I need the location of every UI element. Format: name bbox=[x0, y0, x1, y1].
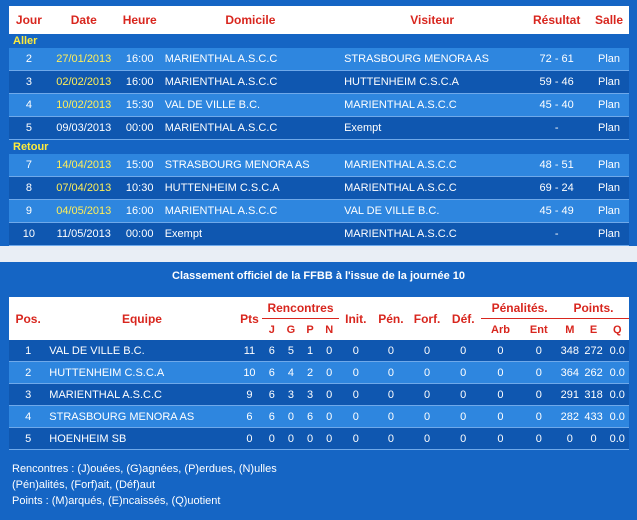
standings-j: 6 bbox=[262, 362, 281, 384]
standings-g: 3 bbox=[281, 384, 300, 406]
fixture-row bbox=[9, 177, 629, 200]
standings-e: 0 bbox=[582, 428, 606, 450]
standings-pts: 0 bbox=[237, 428, 263, 450]
legend-line: (Pén)alités, (Forf)ait, (Déf)aut bbox=[12, 479, 156, 491]
standings-p: 3 bbox=[300, 384, 319, 406]
standings-p: 2 bbox=[300, 362, 319, 384]
fixture-jour: 9 bbox=[9, 200, 49, 223]
standings-pos: 2 bbox=[9, 362, 47, 384]
fixture-resultat: 48 - 51 bbox=[524, 154, 589, 177]
standings-row bbox=[9, 340, 629, 362]
legend-line: Points : (M)arqués, (E)ncaissés, (Q)uotient bbox=[12, 495, 221, 507]
fixture-resultat: 69 - 24 bbox=[524, 177, 589, 200]
fixture-resultat: 72 - 61 bbox=[524, 48, 589, 71]
fixtures-table bbox=[9, 6, 629, 246]
standings-def: 0 bbox=[445, 340, 481, 362]
col-jour: Jour bbox=[9, 6, 49, 34]
fixture-row bbox=[9, 223, 629, 246]
fixture-date: 27/01/2013 bbox=[49, 48, 119, 71]
section-retour bbox=[9, 140, 629, 154]
standings-pts: 9 bbox=[237, 384, 263, 406]
col-n: N bbox=[320, 319, 339, 340]
fixture-domicile: HUTTENHEIM C.S.C.A bbox=[161, 177, 340, 200]
standings-pen: 0 bbox=[373, 362, 409, 384]
standings-table bbox=[9, 297, 629, 450]
fixture-heure: 16:00 bbox=[119, 48, 161, 71]
standings-m: 364 bbox=[558, 362, 582, 384]
standings-q: 0.0 bbox=[605, 384, 629, 406]
fixture-heure: 15:30 bbox=[119, 94, 161, 117]
standings-equipe: HUTTENHEIM C.S.C.A bbox=[47, 362, 236, 384]
fixture-heure: 16:00 bbox=[119, 200, 161, 223]
standings-q: 0.0 bbox=[605, 340, 629, 362]
standings-g: 0 bbox=[281, 428, 300, 450]
standings-e: 262 bbox=[582, 362, 606, 384]
col-visiteur: Visiteur bbox=[340, 6, 524, 34]
col-equipe: Equipe bbox=[47, 297, 236, 340]
standings-def: 0 bbox=[445, 406, 481, 428]
standings-row bbox=[9, 384, 629, 406]
col-date: Date bbox=[49, 6, 119, 34]
col-forf: Forf. bbox=[409, 297, 445, 340]
standings-j: 6 bbox=[262, 384, 281, 406]
fixture-salle[interactable]: Plan bbox=[589, 223, 629, 246]
standings-pos: 3 bbox=[9, 384, 47, 406]
fixture-resultat: 45 - 49 bbox=[524, 200, 589, 223]
fixture-salle[interactable]: Plan bbox=[589, 177, 629, 200]
section-aller-label: Aller bbox=[9, 34, 629, 48]
col-g: G bbox=[281, 319, 300, 340]
standings-ent: 0 bbox=[520, 340, 558, 362]
standings-pts: 10 bbox=[237, 362, 263, 384]
standings-row bbox=[9, 406, 629, 428]
fixture-visiteur: STRASBOURG MENORA AS bbox=[340, 48, 524, 71]
standings-n: 0 bbox=[320, 406, 339, 428]
col-p: P bbox=[300, 319, 319, 340]
standings-g: 5 bbox=[281, 340, 300, 362]
fixture-jour: 2 bbox=[9, 48, 49, 71]
col-pts: Pts bbox=[237, 297, 263, 340]
standings-j: 0 bbox=[262, 428, 281, 450]
standings-p: 0 bbox=[300, 428, 319, 450]
standings-q: 0.0 bbox=[605, 406, 629, 428]
standings-pos: 5 bbox=[9, 428, 47, 450]
col-group-rencontres: Rencontres bbox=[262, 297, 339, 319]
fixture-visiteur: Exempt bbox=[340, 117, 524, 140]
fixture-domicile: MARIENTHAL A.S.C.C bbox=[161, 48, 340, 71]
fixture-visiteur: MARIENTHAL A.S.C.C bbox=[340, 223, 524, 246]
standings-init: 0 bbox=[339, 362, 373, 384]
standings-forf: 0 bbox=[409, 340, 445, 362]
fixture-jour: 4 bbox=[9, 94, 49, 117]
fixture-domicile: STRASBOURG MENORA AS bbox=[161, 154, 340, 177]
standings-e: 318 bbox=[582, 384, 606, 406]
col-init: Init. bbox=[339, 297, 373, 340]
standings-equipe: HOENHEIM SB bbox=[47, 428, 236, 450]
standings-n: 0 bbox=[320, 384, 339, 406]
standings-pts: 6 bbox=[237, 406, 263, 428]
col-arb: Arb bbox=[481, 319, 519, 340]
fixture-visiteur: MARIENTHAL A.S.C.C bbox=[340, 154, 524, 177]
col-heure: Heure bbox=[119, 6, 161, 34]
standings-arb: 0 bbox=[481, 406, 519, 428]
fixture-salle[interactable]: Plan bbox=[589, 94, 629, 117]
col-ent: Ent bbox=[520, 319, 558, 340]
fixture-row bbox=[9, 200, 629, 223]
standings-q: 0.0 bbox=[605, 362, 629, 384]
fixture-date: 02/02/2013 bbox=[49, 71, 119, 94]
standings-init: 0 bbox=[339, 406, 373, 428]
standings-equipe: VAL DE VILLE B.C. bbox=[47, 340, 236, 362]
standings-forf: 0 bbox=[409, 384, 445, 406]
fixture-resultat: - bbox=[524, 223, 589, 246]
fixture-domicile: MARIENTHAL A.S.C.C bbox=[161, 71, 340, 94]
standings-g: 0 bbox=[281, 406, 300, 428]
col-q: Q bbox=[605, 319, 629, 340]
standings-n: 0 bbox=[320, 428, 339, 450]
standings-arb: 0 bbox=[481, 362, 519, 384]
fixture-date: 11/05/2013 bbox=[49, 223, 119, 246]
standings-row bbox=[9, 428, 629, 450]
fixture-jour: 3 bbox=[9, 71, 49, 94]
section-aller bbox=[9, 34, 629, 48]
fixture-date: 07/04/2013 bbox=[49, 177, 119, 200]
col-group-penalites: Pénalités. bbox=[481, 297, 558, 319]
fixture-date: 14/04/2013 bbox=[49, 154, 119, 177]
standings-ent: 0 bbox=[520, 362, 558, 384]
standings-forf: 0 bbox=[409, 362, 445, 384]
standings-row bbox=[9, 362, 629, 384]
standings-p: 6 bbox=[300, 406, 319, 428]
standings-init: 0 bbox=[339, 428, 373, 450]
fixture-salle[interactable]: Plan bbox=[589, 71, 629, 94]
standings-pen: 0 bbox=[373, 384, 409, 406]
fixture-jour: 8 bbox=[9, 177, 49, 200]
standings-equipe: STRASBOURG MENORA AS bbox=[47, 406, 236, 428]
standings-m: 348 bbox=[558, 340, 582, 362]
standings-pen: 0 bbox=[373, 340, 409, 362]
legend bbox=[12, 461, 277, 509]
standings-q: 0.0 bbox=[605, 428, 629, 450]
standings-header-row-1 bbox=[9, 297, 629, 319]
standings-ent: 0 bbox=[520, 384, 558, 406]
standings-j: 6 bbox=[262, 340, 281, 362]
standings-e: 433 bbox=[582, 406, 606, 428]
fixture-jour: 10 bbox=[9, 223, 49, 246]
standings-j: 6 bbox=[262, 406, 281, 428]
fixture-visiteur: HUTTENHEIM C.S.C.A bbox=[340, 71, 524, 94]
fixture-jour: 7 bbox=[9, 154, 49, 177]
standings-g: 4 bbox=[281, 362, 300, 384]
standings-title: Classement officiel de la FFBB à l'issue de la journée 10 bbox=[172, 270, 465, 282]
fixture-resultat: 59 - 46 bbox=[524, 71, 589, 94]
standings-ent: 0 bbox=[520, 428, 558, 450]
fixture-heure: 00:00 bbox=[119, 117, 161, 140]
section-retour-label: Retour bbox=[9, 140, 629, 154]
fixture-salle[interactable]: Plan bbox=[589, 117, 629, 140]
standings-equipe: MARIENTHAL A.S.C.C bbox=[47, 384, 236, 406]
col-group-points: Points. bbox=[558, 297, 629, 319]
standings-pen: 0 bbox=[373, 428, 409, 450]
fixture-heure: 00:00 bbox=[119, 223, 161, 246]
standings-def: 0 bbox=[445, 384, 481, 406]
standings-ent: 0 bbox=[520, 406, 558, 428]
standings-pos: 1 bbox=[9, 340, 47, 362]
fixture-heure: 15:00 bbox=[119, 154, 161, 177]
fixture-resultat: 45 - 40 bbox=[524, 94, 589, 117]
fixture-jour: 5 bbox=[9, 117, 49, 140]
fixture-visiteur: VAL DE VILLE B.C. bbox=[340, 200, 524, 223]
standings-arb: 0 bbox=[481, 384, 519, 406]
col-pos: Pos. bbox=[9, 297, 47, 340]
standings-pts: 11 bbox=[237, 340, 263, 362]
fixture-resultat: - bbox=[524, 117, 589, 140]
fixture-date: 09/03/2013 bbox=[49, 117, 119, 140]
fixture-row bbox=[9, 117, 629, 140]
fixture-salle[interactable]: Plan bbox=[589, 154, 629, 177]
col-pen: Pén. bbox=[373, 297, 409, 340]
standings-n: 0 bbox=[320, 362, 339, 384]
standings-def: 0 bbox=[445, 428, 481, 450]
fixture-salle[interactable]: Plan bbox=[589, 48, 629, 71]
standings-m: 282 bbox=[558, 406, 582, 428]
fixture-row bbox=[9, 154, 629, 177]
standings-forf: 0 bbox=[409, 406, 445, 428]
standings-arb: 0 bbox=[481, 428, 519, 450]
standings-e: 272 bbox=[582, 340, 606, 362]
standings-n: 0 bbox=[320, 340, 339, 362]
fixture-row bbox=[9, 48, 629, 71]
fixture-row bbox=[9, 71, 629, 94]
standings-pos: 4 bbox=[9, 406, 47, 428]
fixture-domicile: MARIENTHAL A.S.C.C bbox=[161, 117, 340, 140]
standings-m: 291 bbox=[558, 384, 582, 406]
panel-separator bbox=[0, 246, 637, 262]
fixture-visiteur: MARIENTHAL A.S.C.C bbox=[340, 177, 524, 200]
fixture-domicile: Exempt bbox=[161, 223, 340, 246]
fixtures-header-row bbox=[9, 6, 629, 34]
fixture-date: 04/05/2013 bbox=[49, 200, 119, 223]
col-def: Déf. bbox=[445, 297, 481, 340]
standings-init: 0 bbox=[339, 340, 373, 362]
standings-forf: 0 bbox=[409, 428, 445, 450]
standings-pen: 0 bbox=[373, 406, 409, 428]
fixture-heure: 10:30 bbox=[119, 177, 161, 200]
fixture-date: 10/02/2013 bbox=[49, 94, 119, 117]
standings-def: 0 bbox=[445, 362, 481, 384]
fixture-row bbox=[9, 94, 629, 117]
col-m: M bbox=[558, 319, 582, 340]
col-domicile: Domicile bbox=[161, 6, 340, 34]
fixture-domicile: MARIENTHAL A.S.C.C bbox=[161, 200, 340, 223]
fixture-visiteur: MARIENTHAL A.S.C.C bbox=[340, 94, 524, 117]
col-j: J bbox=[262, 319, 281, 340]
legend-line: Rencontres : (J)ouées, (G)agnées, (P)erdues, (N)ulles bbox=[12, 463, 277, 475]
standings-arb: 0 bbox=[481, 340, 519, 362]
fixture-domicile: VAL DE VILLE B.C. bbox=[161, 94, 340, 117]
col-e: E bbox=[582, 319, 606, 340]
standings-p: 1 bbox=[300, 340, 319, 362]
fixture-heure: 16:00 bbox=[119, 71, 161, 94]
col-salle: Salle bbox=[589, 6, 629, 34]
standings-init: 0 bbox=[339, 384, 373, 406]
fixture-salle[interactable]: Plan bbox=[589, 200, 629, 223]
col-resultat: Résultat bbox=[524, 6, 589, 34]
standings-m: 0 bbox=[558, 428, 582, 450]
